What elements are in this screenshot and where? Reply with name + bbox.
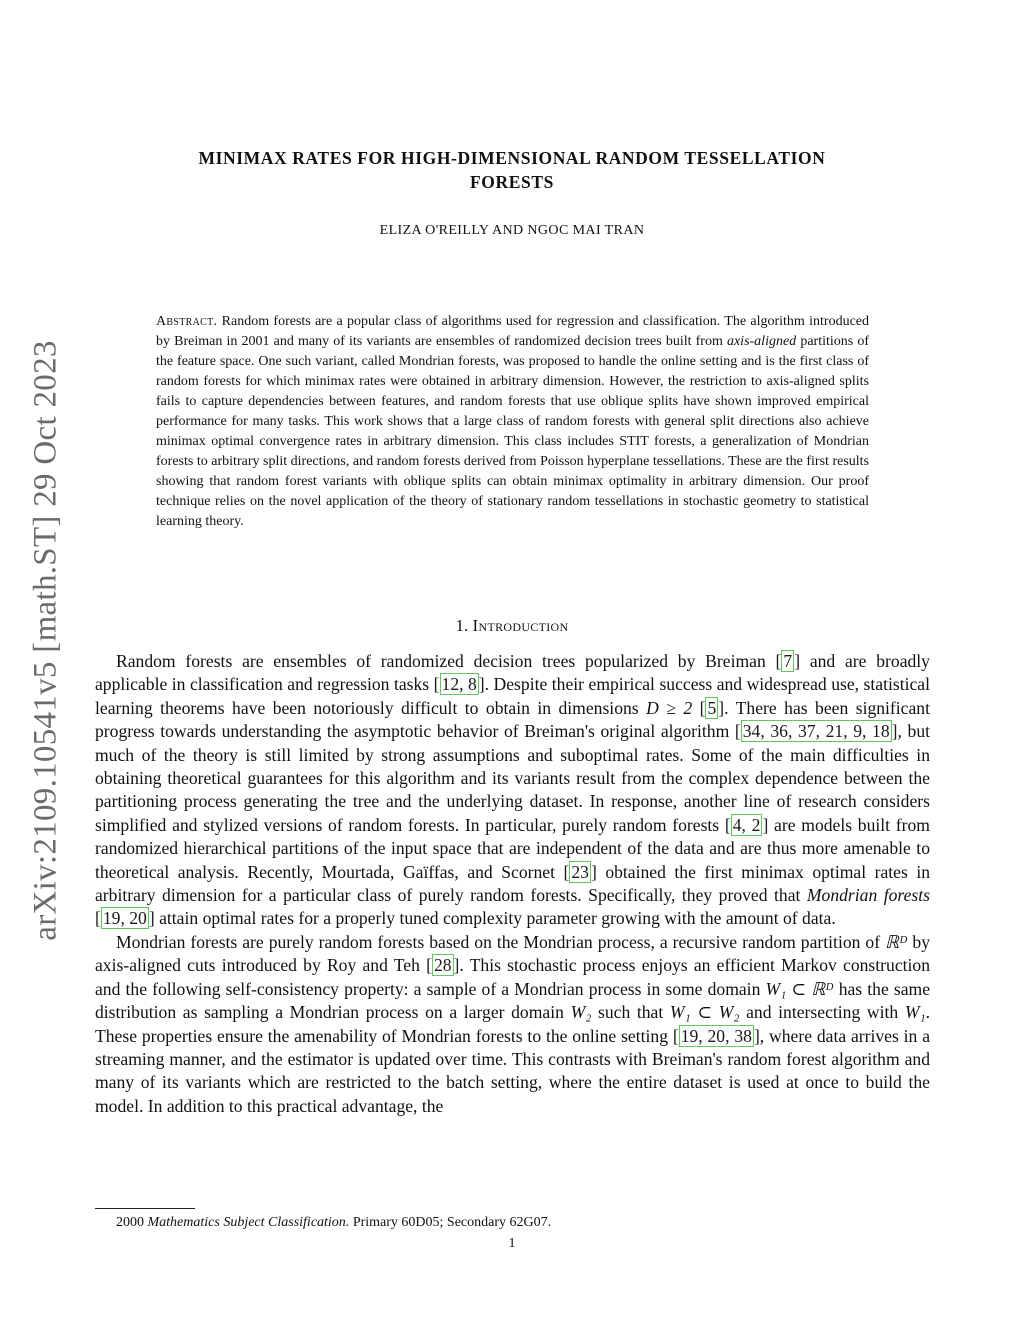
text-run: Mondrian forests are purely random forests based on the Mondrian process, a recursive random partition of: [116, 931, 886, 952]
abstract: [156, 312, 869, 532]
section-number: 1.: [455, 616, 469, 635]
citation[interactable]: [ 5 ]: [699, 697, 725, 718]
section-heading: [96, 616, 928, 636]
citation-link[interactable]: 34, 36, 37, 21, 9, 18: [742, 721, 890, 742]
paragraph-2: [95, 931, 930, 1118]
citation-link[interactable]: 12, 8: [441, 674, 477, 695]
paper-title: [96, 146, 928, 194]
text-run: such that: [591, 1002, 670, 1023]
math-expression: W₁ ⊂ ℝᴰ: [765, 978, 834, 999]
title-line-1: MINIMAX RATES FOR HIGH-DIMENSIONAL RANDOM TESSELLATION: [198, 148, 826, 168]
arxiv-identifier: arXiv:2109.10541v5 [math.ST] 29 Oct 2023: [27, 339, 64, 941]
citation[interactable]: [ 19, 20 ]: [95, 908, 155, 929]
math-expression: D ≥ 2: [646, 697, 693, 718]
text-run: obtained the first minimax optimal rates in arbitrary dimension for a particular class of purely random forests. Specifically, they proved that: [95, 861, 931, 906]
text-run: and intersecting with: [739, 1002, 905, 1023]
math-expression: W₂: [570, 1002, 592, 1023]
citation-link[interactable]: 23: [571, 861, 589, 882]
text-run: and are broadly applicable in classification and regression tasks: [95, 651, 930, 695]
footnote-label: Mathematics Subject Classification.: [147, 1215, 350, 1230]
citation-link[interactable]: 28: [433, 955, 452, 976]
citation-link[interactable]: 19, 20, 38: [680, 1025, 752, 1046]
text-run: , where data arrives in a streaming manner, and the estimator is updated over time. This contrasts with Breiman's random forest algorithm and many of its variants which are restricted to the batch setting, where the entire dataset is used at once to build the model. In addition to this practical advantage, the: [95, 1025, 930, 1116]
footnote-year: 2000: [116, 1215, 144, 1230]
citation[interactable]: [ 19, 20, 38 ]: [672, 1025, 760, 1046]
citation[interactable]: [ 34, 36, 37, 21, 9, 18 ]: [734, 721, 898, 742]
text-run: , but much of the theory is still limited by strong assumptions and suboptimal rates. Some of the main difficulties in obtaining theoretical guarantees for this algorithm and its variants result from the complex dependence between the partitioning process generating the tree and the underlying dataset. In response, another line of research considers simplified and stylized versions of random forests. In particular, purely random forests: [95, 721, 931, 835]
abstract-text-2: partitions of the feature space. One such variant, called Mondrian forests, was proposed to handle the online setting and is the first class of random forests for which minimax rates were obtained in arbitrary dimension. However, the restriction to axis-aligned splits fails to capture dependencies between features, and random forests that use oblique splits have shown improved empirical performance for many tasks. This work shows that a large class of random forests with general split directions also achieve minimax optimal convergence rates in arbitrary dimension. This class includes STIT forests, a generalization of Mondrian forests to arbitrary split directions, and random forests derived from Poisson hyperplane tessellations. These are the first results showing that random forest variants with oblique splits can obtain minimax optimality in arbitrary dimension. Our proof technique relies on the novel application of the theory of stationary random tessellations in stochastic geometry to statistical learning theory.: [156, 334, 869, 529]
text-run: Random forests are ensembles of randomized decision trees popularized by Breiman: [116, 651, 776, 671]
paragraph-1: [95, 650, 930, 931]
footnote-divider: [95, 1208, 195, 1209]
citation-link[interactable]: 5: [707, 697, 717, 718]
emphasized-term: Mondrian forests: [806, 885, 930, 906]
text-run: . There has been significant progress towards understanding the asymptotic behavior of Breiman's original algorithm: [95, 697, 930, 742]
math-expression: ℝᴰ: [885, 931, 908, 952]
abstract-emphasis: axis-aligned: [726, 334, 797, 349]
footnote: [95, 1215, 930, 1231]
title-line-2: FORESTS: [470, 172, 554, 192]
author-list: ELIZA O'REILLY AND NGOC MAI TRAN: [379, 223, 645, 238]
footnote-text: Primary 60D05; Secondary 62G07.: [352, 1215, 552, 1230]
math-expression: W₁: [904, 1002, 926, 1023]
page-number: 1: [508, 1236, 516, 1251]
text-run: attain optimal rates for a properly tuned complexity parameter growing with the amount of data.: [154, 908, 836, 929]
text-run: by axis-aligned cuts introduced by Roy and Teh: [95, 931, 930, 976]
citation[interactable]: [ 7 ]: [775, 651, 801, 671]
text-run: are models built from randomized hierarchical partitions of the input space that are independent of the data and are thus more amenable to theoretical analysis. Recently, Mourtada, Gaïffas, and Scornet: [95, 814, 930, 882]
citation[interactable]: [ 23 ]: [563, 861, 597, 882]
math-expression: W₁ ⊂ W₂: [669, 1002, 740, 1023]
text-run: has the same distribution as sampling a Mondrian process on a larger domain: [95, 978, 931, 1023]
arxiv-margin-stamp: [16, 330, 76, 950]
body-text: [95, 650, 930, 1118]
citation-link[interactable]: 7: [783, 651, 793, 671]
text-run: . This stochastic process enjoys an efficient Markov construction and the following self-consistency property: a sample of a Mondrian process in some domain: [95, 955, 930, 999]
text-run: . These properties ensure the amenability of Mondrian forests to the online setting: [95, 1002, 930, 1046]
abstract-text-1: Random forests are a popular class of algorithms used for regression and classification. The algorithm introduced by Breiman in 2001 and many of its variants are ensembles of randomized decision trees built from: [156, 314, 870, 349]
text-run: [692, 698, 699, 718]
citation-link[interactable]: 19, 20: [102, 908, 147, 929]
citation-link[interactable]: 4, 2: [732, 814, 761, 835]
section-title: Introduction: [472, 616, 569, 635]
text-run: . Despite their empirical success and widespread use, statistical learning theorems have been notoriously difficult to obtain in dimensions: [95, 674, 930, 718]
citation[interactable]: [ 4, 2 ]: [724, 814, 769, 835]
citation[interactable]: [ 12, 8 ]: [433, 674, 485, 695]
abstract-label: Abstract.: [156, 314, 218, 329]
citation[interactable]: [ 28 ]: [426, 955, 460, 976]
